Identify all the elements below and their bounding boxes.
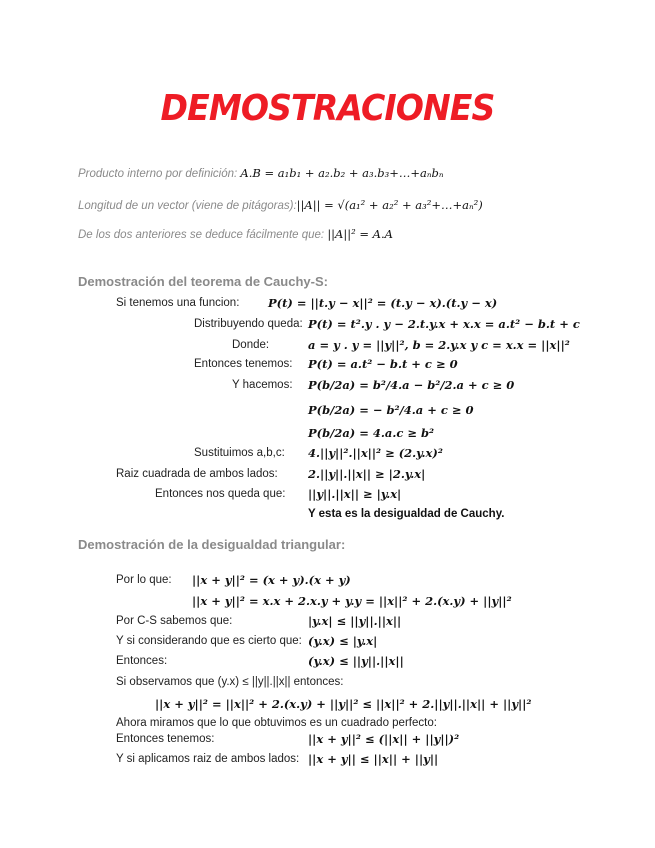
intro-math: A.B = a₁b₁ + a₂.b₂ + a₃.b₃+…+aₙbₙ [240, 166, 444, 180]
triangle-math: (y.x) ≤ |y.x| [308, 634, 378, 648]
triangle-math: ||x + y||² = ||x||² + 2.(x.y) + ||y||² ≤ ||x||² + 2.||y||.||x|| + ||y||² [155, 697, 532, 711]
triangle-math: ||x + y|| ≤ ||x|| + ||y|| [308, 752, 439, 766]
cauchy-heading: Demostración del teorema de Cauchy-S: [78, 274, 328, 289]
cauchy-math: P(b/2a) = 4.a.c ≥ b² [308, 426, 435, 440]
cauchy-label: Entonces tenemos: [194, 358, 293, 370]
intro-line-2 [78, 198, 483, 212]
triangle-label: Y si aplicamos raiz de ambos lados: [116, 753, 300, 765]
intro-text: De los dos anteriores se deduce fácilmente que: [78, 229, 328, 241]
triangle-heading: Demostración de la desigualdad triangular: [78, 537, 346, 552]
cauchy-math: P(t) = t².y . y − 2.t.y.x + x.x = a.t² − b.t + c [308, 317, 580, 331]
intro-text: Longitud de un vector (viene de pitágoras): [78, 200, 297, 212]
cauchy-label: Distribuyendo queda: [194, 318, 303, 330]
cauchy-math: P(b/2a) = b²/4.a − b²/2.a + c ≥ 0 [308, 378, 515, 392]
triangle-label: Entonces: [116, 655, 168, 667]
cauchy-label: Raiz cuadrada de ambos lados: [116, 468, 278, 480]
cauchy-math: P(t) = ||t.y − x||² = (t.y − x).(t.y − x) [268, 296, 498, 310]
triangle-label: Por C-S sabemos que: [116, 615, 233, 627]
triangle-label: Entonces tenemos: [116, 733, 215, 745]
cauchy-math: P(t) = a.t² − b.t + c ≥ 0 [308, 357, 458, 371]
triangle-math: ||x + y||² = x.x + 2.x.y + y.y = ||x||² + 2.(x.y) + ||y||² [192, 594, 512, 608]
cauchy-math: ||y||.||x|| ≥ |y.x| [308, 487, 402, 501]
intro-math: ||A||² = A.A [327, 227, 393, 241]
triangle-label: Si observamos que (y.x) ≤ ||y||.||x|| entonces: [116, 676, 344, 688]
cauchy-label: Si tenemos una funcion: [116, 297, 240, 309]
cauchy-label: Sustituimos a,b,c: [194, 447, 285, 459]
triangle-math: ||x + y||² ≤ (||x|| + ||y||)² [308, 732, 460, 746]
intro-math: ||A|| = √(a₁² + a₂² + a₃²+…+aₙ²) [296, 198, 483, 212]
intro-line-3 [78, 227, 393, 241]
cauchy-math: 2.||y||.||x|| ≥ |2.y.x| [308, 467, 426, 481]
intro-line-1 [78, 166, 444, 180]
triangle-math: |y.x| ≤ ||y||.||x|| [308, 614, 402, 628]
triangle-label: Y si considerando que es cierto que: [116, 635, 302, 647]
cauchy-label: Donde: [232, 339, 270, 351]
cauchy-math: 4.||y||².||x||² ≥ (2.y.x)² [308, 446, 443, 460]
triangle-label: Por lo que: [116, 574, 172, 586]
triangle-label: Ahora miramos que lo que obtuvimos es un cuadrado perfecto: [116, 717, 437, 729]
triangle-math: (y.x) ≤ ||y||.||x|| [308, 654, 404, 668]
cauchy-math: a = y . y = ||y||², b = 2.y.x y c = x.x = ||x||² [308, 338, 570, 352]
cauchy-label: Entonces nos queda que: [155, 488, 286, 500]
page-title: DEMOSTRACIONES [160, 88, 495, 129]
cauchy-conclusion: Y esta es la desigualdad de Cauchy. [308, 508, 505, 520]
triangle-math: ||x + y||² = (x + y).(x + y) [192, 573, 351, 587]
cauchy-label: Y hacemos: [232, 379, 293, 391]
intro-text: Producto interno por definición: [78, 168, 241, 180]
cauchy-math: P(b/2a) = − b²/4.a + c ≥ 0 [308, 403, 474, 417]
